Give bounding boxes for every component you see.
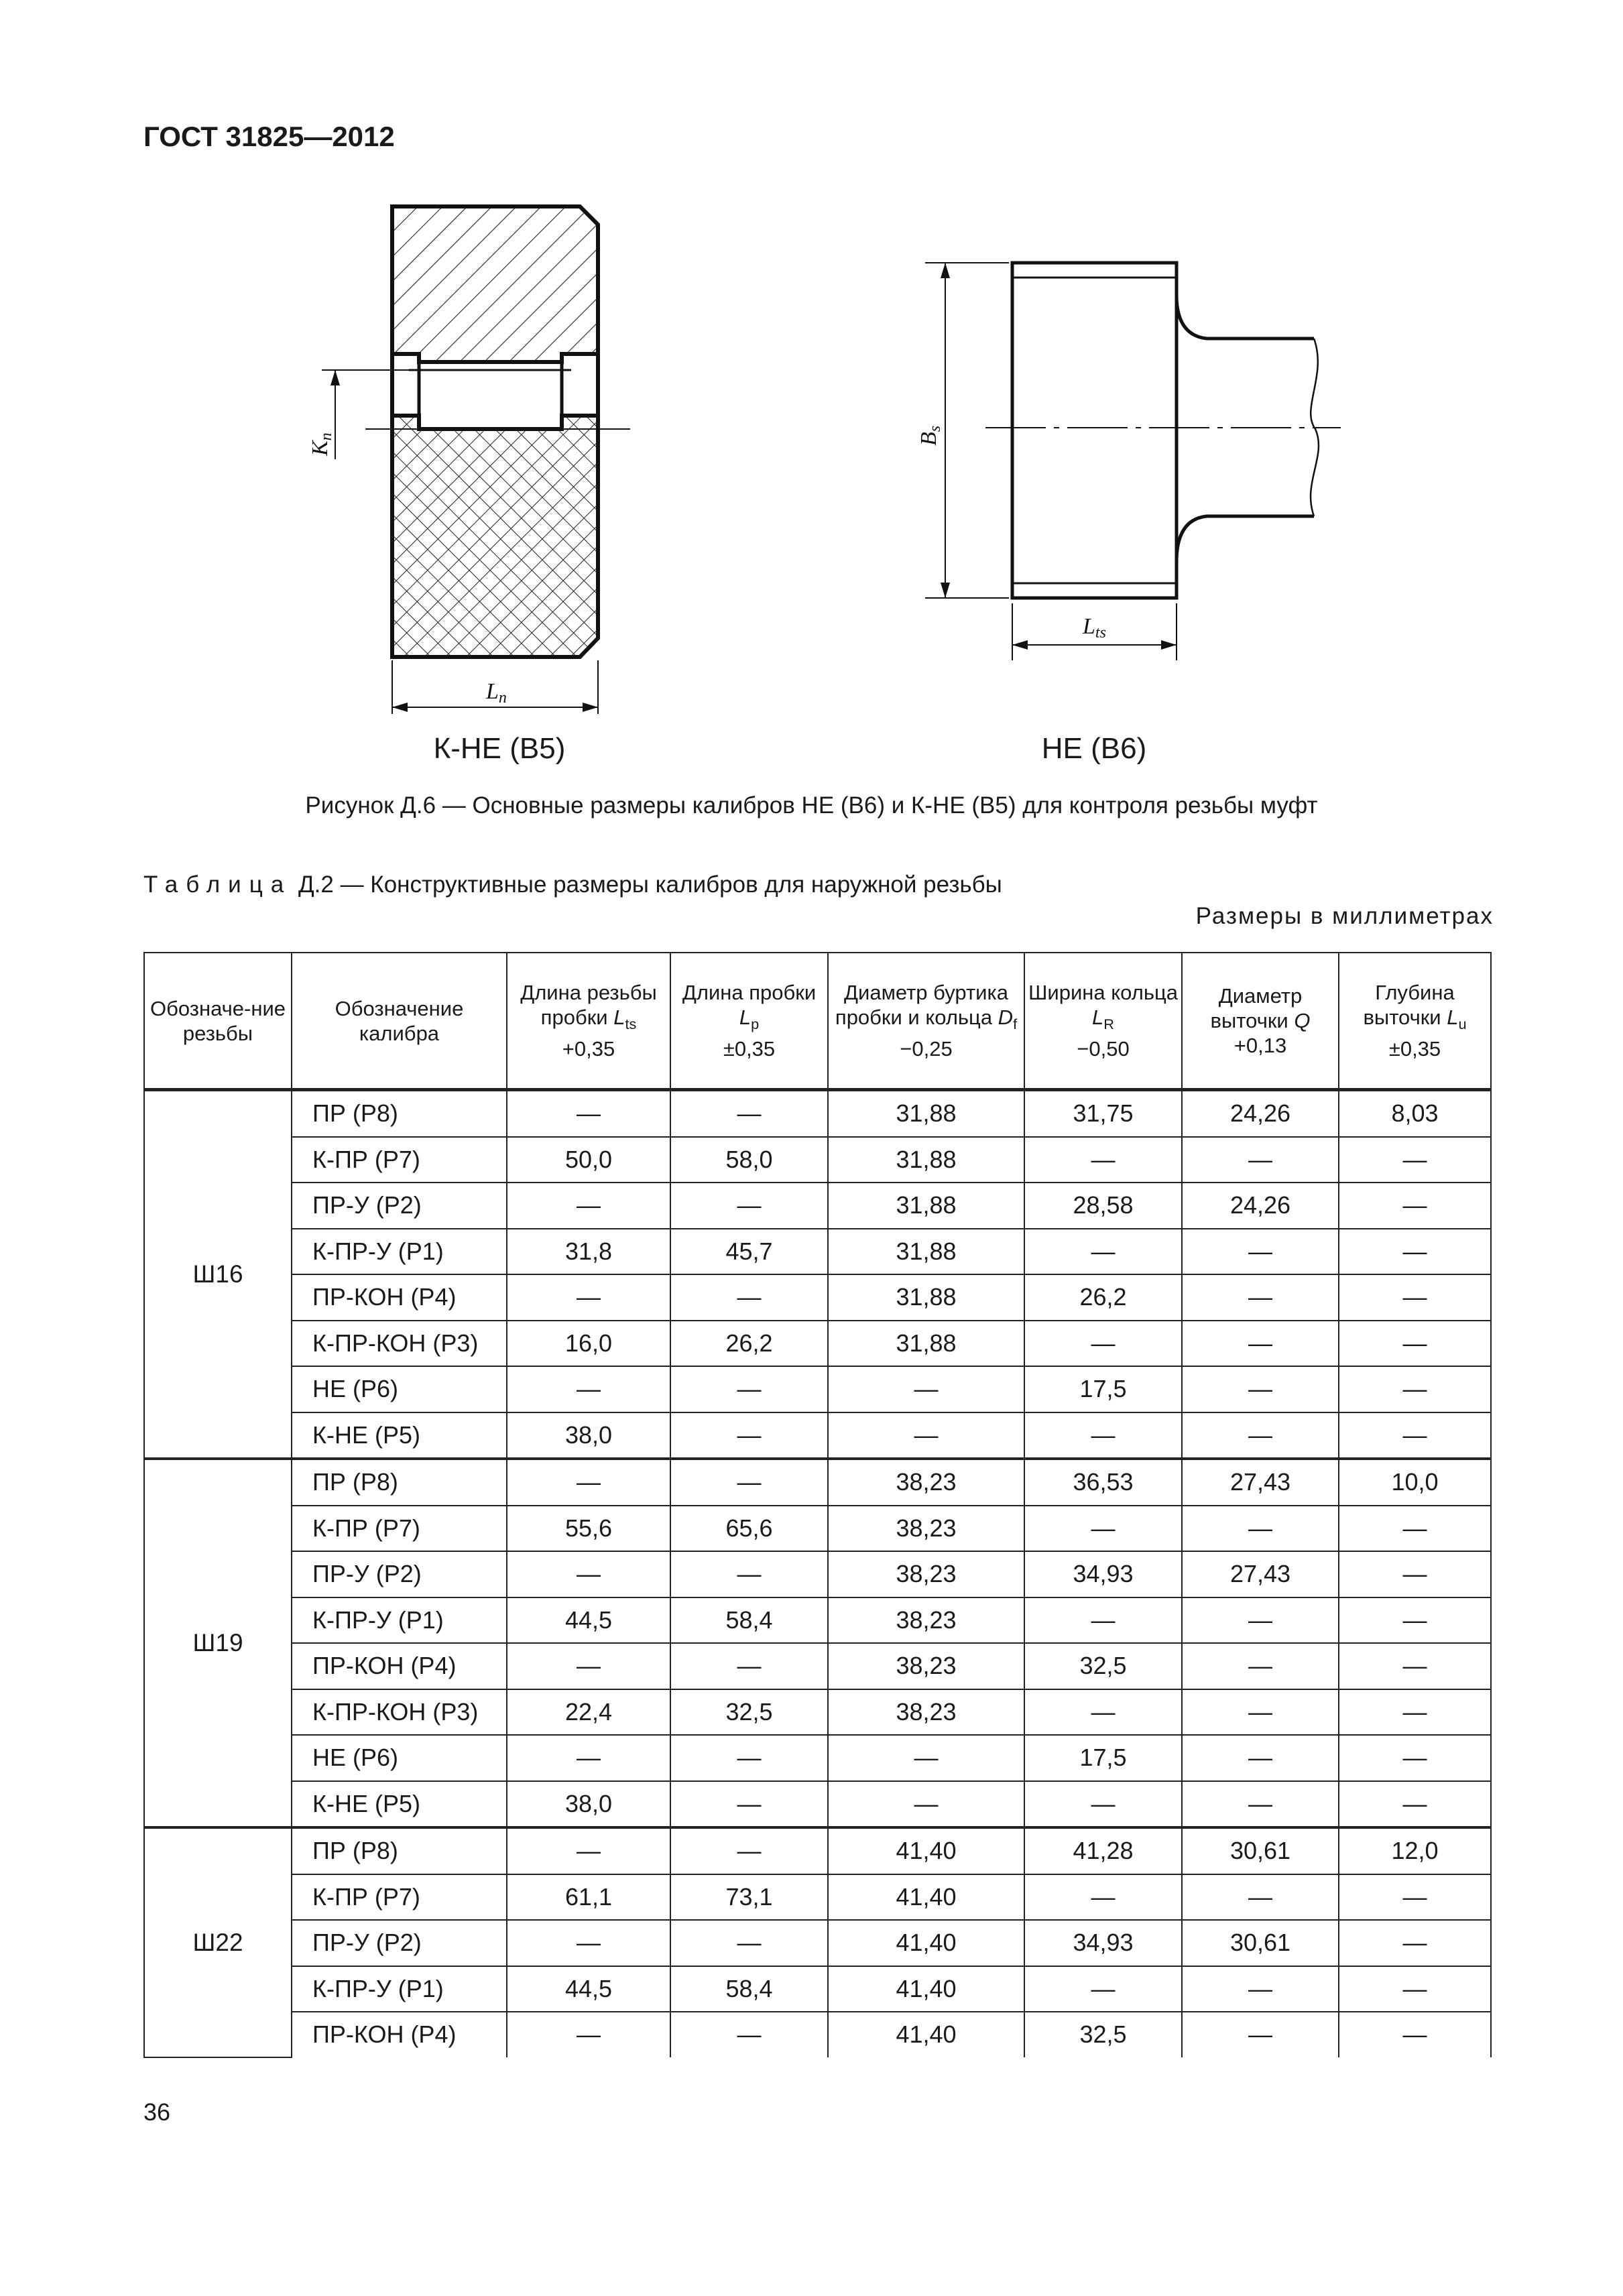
table-cell: —: [1182, 1781, 1339, 1828]
table-row: [144, 1137, 1491, 1183]
table-cell: —: [507, 1459, 670, 1506]
table-cell: —: [1339, 1735, 1491, 1781]
table-row: [144, 1874, 1491, 1921]
table-cell: —: [1182, 1874, 1339, 1921]
table-cell: —: [670, 1551, 828, 1597]
table-title-word: Таблица: [143, 871, 292, 898]
table-cell: 24,26: [1182, 1090, 1339, 1137]
table-cell: —: [670, 1827, 828, 1874]
table-cell: 17,5: [1024, 1735, 1182, 1781]
table-cell: —: [1339, 1874, 1491, 1921]
table-cell: —: [1182, 1274, 1339, 1321]
table-cell: 34,93: [1024, 1551, 1182, 1597]
table-cell: 38,23: [828, 1506, 1024, 1552]
table-cell: 10,0: [1339, 1459, 1491, 1506]
gauge-designation-cell: ПР-У (Р2): [292, 1183, 507, 1229]
table-row: [144, 1366, 1491, 1412]
table-cell: —: [1182, 1366, 1339, 1412]
table-cell: —: [507, 1090, 670, 1137]
table-cell: —: [1339, 1229, 1491, 1275]
table-cell: —: [1024, 1689, 1182, 1736]
table-cell: —: [670, 1412, 828, 1459]
table-cell: 38,23: [828, 1689, 1024, 1736]
table-cell: 34,93: [1024, 1920, 1182, 1966]
col-header-lu: Глубина выточки $L_u$ ±0,35: [1339, 953, 1491, 1090]
table-cell: 38,0: [507, 1412, 670, 1459]
table-cell: —: [1339, 1689, 1491, 1736]
table-cell: 41,28: [1024, 1827, 1182, 1874]
table-cell: 26,2: [670, 1321, 828, 1367]
table-cell: —: [1339, 1506, 1491, 1552]
table-cell: —: [1339, 1137, 1491, 1183]
table-cell: 17,5: [1024, 1366, 1182, 1412]
left-figure-label: К-НЕ (В5): [433, 732, 566, 765]
table-cell: —: [1339, 1412, 1491, 1459]
table-cell: —: [1339, 1920, 1491, 1966]
table-cell: —: [1182, 1137, 1339, 1183]
gauge-designation-cell: К-ПР (Р7): [292, 1137, 507, 1183]
table-cell: —: [670, 2012, 828, 2057]
table-cell: 31,88: [828, 1321, 1024, 1367]
table-row: [144, 1459, 1491, 1506]
table-row: [144, 1827, 1491, 1874]
table-cell: —: [1182, 1597, 1339, 1644]
table-cell: 61,1: [507, 1874, 670, 1921]
table-cell: —: [828, 1781, 1024, 1828]
table-row: [144, 1506, 1491, 1552]
table-row: [144, 1689, 1491, 1736]
lts-dimension-label: Lts: [1083, 614, 1106, 642]
table-cell: —: [670, 1366, 828, 1412]
table-cell: —: [1182, 1506, 1339, 1552]
table-row: [144, 1412, 1491, 1459]
thread-designation-cell: Ш16: [144, 1090, 292, 1459]
table-row: [144, 1643, 1491, 1689]
table-cell: —: [1182, 2012, 1339, 2057]
gauge-designation-cell: К-ПР-У (Р1): [292, 1966, 507, 2012]
table-cell: —: [507, 1735, 670, 1781]
table-cell: 24,26: [1182, 1183, 1339, 1229]
table-row: [144, 1090, 1491, 1137]
gauge-designation-cell: К-НЕ (Р5): [292, 1412, 507, 1459]
table-cell: 31,88: [828, 1183, 1024, 1229]
table-cell: 32,5: [670, 1689, 828, 1736]
gauge-designation-cell: ПР-У (Р2): [292, 1920, 507, 1966]
gauge-designation-cell: К-ПР-КОН (Р3): [292, 1689, 507, 1736]
table-cell: —: [1339, 1597, 1491, 1644]
table-units-note: Размеры в миллиметрах: [1195, 903, 1494, 929]
table-cell: 55,6: [507, 1506, 670, 1552]
table-cell: —: [670, 1459, 828, 1506]
table-cell: 50,0: [507, 1137, 670, 1183]
table-cell: —: [507, 1183, 670, 1229]
table-cell: —: [670, 1183, 828, 1229]
table-cell: —: [1024, 1966, 1182, 2012]
gauge-designation-cell: ПР-КОН (Р4): [292, 1643, 507, 1689]
table-cell: —: [1339, 1321, 1491, 1367]
gauge-designation-cell: К-ПР (Р7): [292, 1506, 507, 1552]
table-title-text: Д.2 — Конструктивные размеры калибров для наружной резьбы: [292, 871, 1002, 898]
table-cell: 22,4: [507, 1689, 670, 1736]
figure-caption: Рисунок Д.6 — Основные размеры калибров НЕ (В6) и К-НЕ (В5) для контроля резьбы муфт: [305, 792, 1318, 819]
table-cell: 44,5: [507, 1597, 670, 1644]
table-cell: —: [670, 1274, 828, 1321]
table-cell: —: [1182, 1321, 1339, 1367]
table-row: [144, 1920, 1491, 1966]
table-row: [144, 1597, 1491, 1644]
table-cell: 27,43: [1182, 1551, 1339, 1597]
table-cell: —: [1024, 1412, 1182, 1459]
table-row: [144, 1229, 1491, 1275]
table-cell: 38,0: [507, 1781, 670, 1828]
col-header-lr: Ширина кольца $L_R$ −0,50: [1024, 953, 1182, 1090]
gauge-designation-cell: К-ПР (Р7): [292, 1874, 507, 1921]
table-cell: —: [1024, 1597, 1182, 1644]
table-cell: —: [1182, 1735, 1339, 1781]
table-cell: 38,23: [828, 1551, 1024, 1597]
table-cell: —: [1339, 2012, 1491, 2057]
table-cell: 73,1: [670, 1874, 828, 1921]
table-cell: —: [1339, 1274, 1491, 1321]
table-cell: 31,88: [828, 1137, 1024, 1183]
table-cell: —: [507, 1827, 670, 1874]
table-cell: —: [1339, 1366, 1491, 1412]
table-cell: 31,75: [1024, 1090, 1182, 1137]
table-cell: —: [1024, 1506, 1182, 1552]
right-figure-label: НЕ (В6): [1041, 732, 1147, 765]
gauge-designation-cell: ПР (Р8): [292, 1090, 507, 1137]
kn-dimension-label: Kn: [308, 432, 335, 456]
table-cell: 12,0: [1339, 1827, 1491, 1874]
table-cell: —: [828, 1735, 1024, 1781]
thread-designation-cell: Ш22: [144, 1827, 292, 2057]
table-cell: 41,40: [828, 1920, 1024, 1966]
table-cell: 31,88: [828, 1274, 1024, 1321]
table-cell: 32,5: [1024, 1643, 1182, 1689]
table-cell: 58,4: [670, 1597, 828, 1644]
gauge-designation-cell: К-НЕ (Р5): [292, 1781, 507, 1828]
table-cell: 8,03: [1339, 1090, 1491, 1137]
table-cell: 26,2: [1024, 1274, 1182, 1321]
table-cell: 38,23: [828, 1643, 1024, 1689]
col-header-lp: Длина пробки $L_p$ ±0,35: [670, 953, 828, 1090]
gauge-designation-cell: К-ПР-КОН (Р3): [292, 1321, 507, 1367]
table-cell: —: [670, 1781, 828, 1828]
table-cell: —: [1182, 1229, 1339, 1275]
table-title: [143, 871, 1002, 898]
thread-designation-cell: Ш19: [144, 1459, 292, 1827]
gauge-designation-cell: К-ПР-У (Р1): [292, 1597, 507, 1644]
table-cell: 41,40: [828, 1966, 1024, 2012]
table-row: [144, 1781, 1491, 1828]
gauge-designation-cell: ПР-КОН (Р4): [292, 2012, 507, 2057]
page-number: 36: [143, 2098, 171, 2126]
gauge-designation-cell: ПР-КОН (Р4): [292, 1274, 507, 1321]
gauge-designation-cell: НЕ (Р6): [292, 1366, 507, 1412]
table-cell: —: [1339, 1781, 1491, 1828]
gauge-designation-cell: ПР (Р8): [292, 1827, 507, 1874]
table-cell: 31,88: [828, 1229, 1024, 1275]
table-cell: —: [670, 1920, 828, 1966]
table-cell: 36,53: [1024, 1459, 1182, 1506]
table-cell: 16,0: [507, 1321, 670, 1367]
table-cell: 58,0: [670, 1137, 828, 1183]
table-cell: —: [1339, 1643, 1491, 1689]
table-cell: 65,6: [670, 1506, 828, 1552]
gauge-designation-cell: НЕ (Р6): [292, 1735, 507, 1781]
table-cell: —: [1024, 1137, 1182, 1183]
bs-dimension-label: Bs: [916, 425, 944, 446]
gauge-designation-cell: ПР-У (Р2): [292, 1551, 507, 1597]
table-cell: 41,40: [828, 1874, 1024, 1921]
gauge-designation-cell: ПР (Р8): [292, 1459, 507, 1506]
table-cell: —: [507, 2012, 670, 2057]
table-row: [144, 1183, 1491, 1229]
table-row: [144, 2012, 1491, 2057]
table-cell: —: [1182, 1966, 1339, 2012]
table-row: [144, 1551, 1491, 1597]
dimensions-table: [143, 952, 1492, 2058]
table-cell: —: [1339, 1183, 1491, 1229]
table-header-row: [144, 953, 1491, 1090]
col-header-lts: Длина резьбы пробки $L_{ts}$ +0,35: [507, 953, 670, 1090]
ln-dimension-label: Ln: [486, 679, 507, 707]
col-header-thread: Обозначе-ние резьбы: [144, 953, 292, 1090]
ring-gauge-drawing: [282, 194, 657, 744]
table-cell: —: [1182, 1643, 1339, 1689]
table-cell: 32,5: [1024, 2012, 1182, 2057]
table-cell: 31,8: [507, 1229, 670, 1275]
table-row: [144, 1735, 1491, 1781]
table-row: [144, 1274, 1491, 1321]
table-cell: 30,61: [1182, 1827, 1339, 1874]
table-row: [144, 1321, 1491, 1367]
table-cell: 31,88: [828, 1090, 1024, 1137]
table-cell: 30,61: [1182, 1920, 1339, 1966]
table-cell: —: [1024, 1321, 1182, 1367]
table-cell: —: [507, 1920, 670, 1966]
document-header: ГОСТ 31825—2012: [143, 121, 395, 152]
table-cell: 44,5: [507, 1966, 670, 2012]
table-row: [144, 1966, 1491, 2012]
table-cell: —: [1182, 1689, 1339, 1736]
table-cell: —: [507, 1366, 670, 1412]
table-cell: 41,40: [828, 1827, 1024, 1874]
table-cell: 28,58: [1024, 1183, 1182, 1229]
col-header-df: Диаметр буртика пробки и кольца $D_f$ −0,25: [828, 953, 1024, 1090]
table-cell: —: [670, 1090, 828, 1137]
table-cell: 45,7: [670, 1229, 828, 1275]
table-cell: —: [1024, 1874, 1182, 1921]
table-cell: 41,40: [828, 2012, 1024, 2057]
table-cell: —: [1024, 1781, 1182, 1828]
table-cell: —: [1024, 1229, 1182, 1275]
table-cell: —: [828, 1366, 1024, 1412]
table-cell: —: [507, 1643, 670, 1689]
table-cell: —: [828, 1412, 1024, 1459]
col-header-gauge: Обозначение калибра: [292, 953, 507, 1090]
table-cell: —: [1339, 1551, 1491, 1597]
table-cell: 58,4: [670, 1966, 828, 2012]
table-cell: —: [507, 1274, 670, 1321]
gauge-designation-cell: К-ПР-У (Р1): [292, 1229, 507, 1275]
table-cell: —: [507, 1551, 670, 1597]
table-cell: 27,43: [1182, 1459, 1339, 1506]
table-cell: —: [670, 1643, 828, 1689]
table-cell: —: [670, 1735, 828, 1781]
plug-gauge-drawing: [892, 255, 1361, 697]
table-cell: —: [1182, 1412, 1339, 1459]
table-cell: 38,23: [828, 1597, 1024, 1644]
table-cell: 38,23: [828, 1459, 1024, 1506]
table-cell: —: [1339, 1966, 1491, 2012]
col-header-q: Диаметр выточки Q +0,13: [1182, 953, 1339, 1090]
